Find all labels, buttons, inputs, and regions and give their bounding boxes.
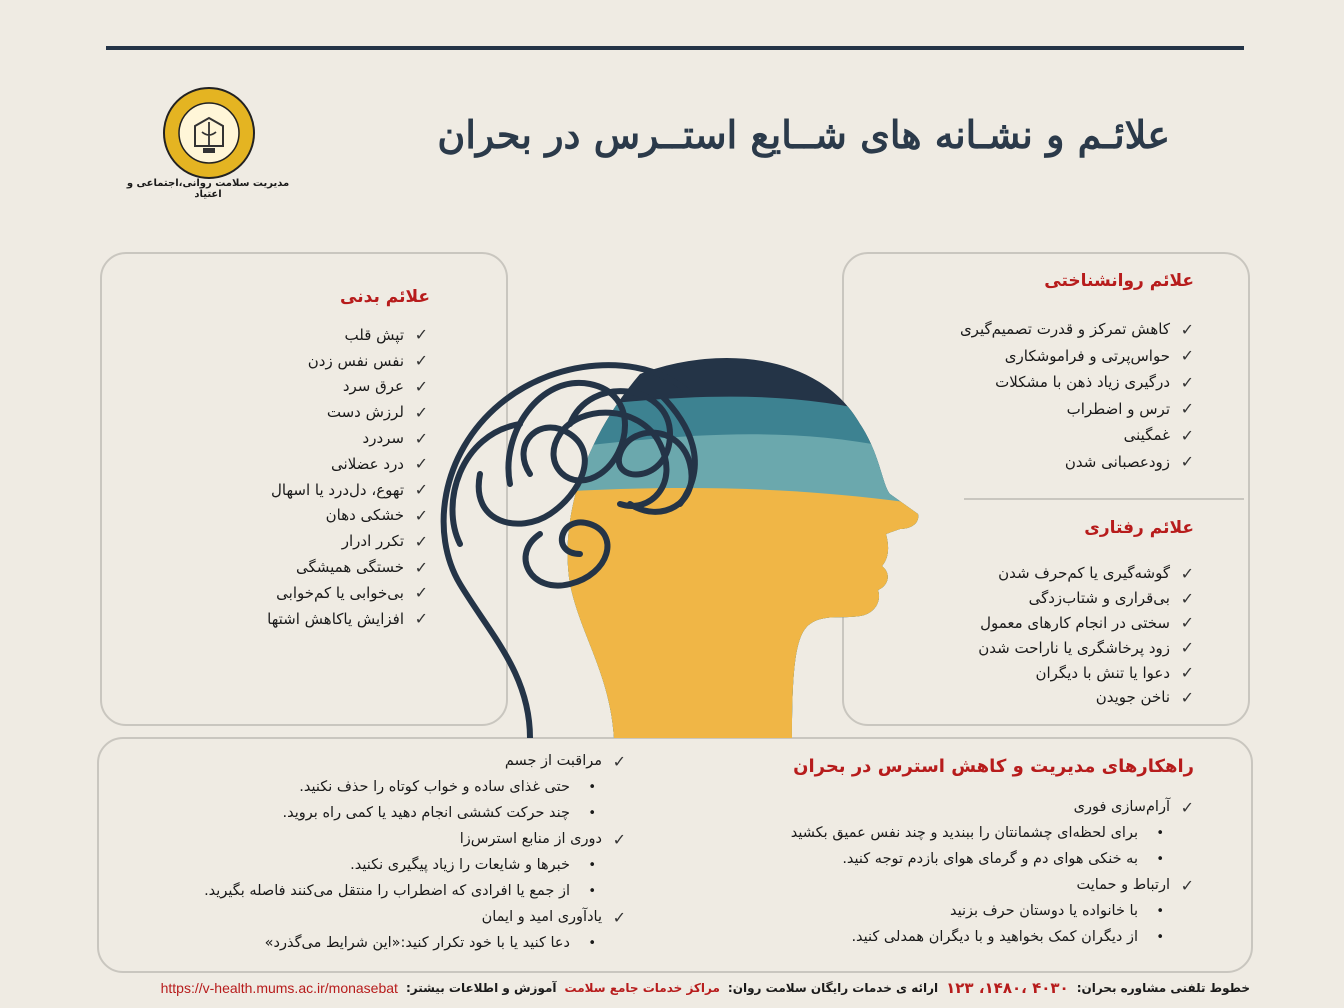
strategy-subitem-text: چند حرکت کششی انجام دهید یا کمی راه بروید. bbox=[282, 805, 570, 821]
strategy-label: یادآوری امید و ایمان bbox=[481, 909, 602, 925]
info-link[interactable]: https://v-health.mums.ac.ir/monasebat bbox=[160, 980, 398, 996]
list-item-text: کاهش تمرکز و قدرت تصمیم‌گیری bbox=[959, 320, 1170, 339]
list-item-text: درگیری زیاد ذهن با مشکلات bbox=[995, 373, 1170, 392]
list-item bbox=[200, 348, 428, 374]
list-item bbox=[200, 606, 428, 632]
strategy-item bbox=[700, 794, 1194, 820]
service-text: ارائه ی خدمات رایگان سلامت روان: bbox=[727, 981, 939, 995]
list-item-text: دعوا یا تنش با دیگران bbox=[1035, 663, 1170, 682]
check-icon: ✓ bbox=[414, 583, 428, 603]
list-item-text: افزایش یاکاهش اشتها bbox=[267, 609, 404, 628]
list-item bbox=[200, 322, 428, 348]
bullet-icon: • bbox=[1156, 929, 1164, 945]
hotline-label: خطوط تلفنی مشاوره بحران: bbox=[1076, 981, 1250, 995]
strategies-title: راهکارهای مدیریت و کاهش استرس در بحران bbox=[793, 756, 1194, 777]
list-item bbox=[900, 685, 1194, 710]
list-item bbox=[900, 635, 1194, 660]
list-item bbox=[900, 611, 1194, 636]
strategy-item bbox=[130, 904, 626, 930]
strategy-subitem-text: با خانواده یا دوستان حرف بزنید bbox=[949, 903, 1138, 919]
bullet-icon: • bbox=[588, 779, 596, 795]
bullet-icon: • bbox=[1156, 851, 1164, 867]
check-icon: ✓ bbox=[1180, 638, 1194, 658]
org-caption: مدیریت سلامت روانی،اجتماعی و اعتیاد bbox=[126, 178, 290, 200]
more-info-label: آموزش و اطلاعات بیشتر: bbox=[405, 981, 557, 995]
top-divider bbox=[106, 46, 1244, 50]
strategy-subitem bbox=[700, 846, 1194, 872]
list-item-text: خستگی همیشگی bbox=[295, 558, 404, 577]
list-item-text: لرزش دست bbox=[326, 403, 404, 422]
hotline-numbers: ۴۰۳۰ ،۱۴۸۰، ۱۲۳ bbox=[946, 979, 1069, 997]
list-item bbox=[200, 451, 428, 477]
check-icon: ✓ bbox=[1180, 399, 1194, 419]
list-item-text: تکرر ادرار bbox=[341, 532, 404, 551]
check-icon: ✓ bbox=[414, 480, 428, 500]
list-item-text: حواس‌پرتی و فراموشکاری bbox=[1004, 346, 1170, 365]
strategy-item bbox=[130, 748, 626, 774]
centers-text: مراکز خدمات جامع سلامت bbox=[564, 981, 720, 995]
list-item bbox=[880, 343, 1194, 370]
check-icon: ✓ bbox=[612, 829, 626, 849]
strategy-label: مراقبت از جسم bbox=[504, 753, 602, 769]
list-item-text: درد عضلانی bbox=[331, 454, 404, 473]
check-icon: ✓ bbox=[414, 531, 428, 551]
check-icon: ✓ bbox=[414, 454, 428, 474]
list-item bbox=[200, 554, 428, 580]
check-icon: ✓ bbox=[414, 325, 428, 345]
check-icon: ✓ bbox=[414, 402, 428, 422]
check-icon: ✓ bbox=[414, 557, 428, 577]
strategy-label: دوری از منابع استرس‌زا bbox=[459, 831, 602, 847]
list-item-text: زودعصبانی شدن bbox=[1064, 452, 1170, 471]
footer bbox=[100, 976, 1250, 1000]
university-logo bbox=[162, 86, 256, 180]
list-item-text: تهوع، دل‌درد یا اسهال bbox=[271, 480, 404, 499]
strategies-left bbox=[130, 748, 626, 956]
list-item bbox=[200, 528, 428, 554]
list-item bbox=[200, 503, 428, 529]
list-item-text: گوشه‌گیری یا کم‌حرف شدن bbox=[998, 564, 1170, 583]
stressed-head-illustration bbox=[420, 334, 920, 738]
list-item bbox=[880, 396, 1194, 423]
strategy-subitem bbox=[700, 924, 1194, 950]
check-icon: ✓ bbox=[414, 351, 428, 371]
strategy-label: آرام‌سازی فوری bbox=[1073, 799, 1170, 815]
list-item-text: تپش قلب bbox=[344, 325, 404, 344]
bullet-icon: • bbox=[588, 805, 596, 821]
check-icon: ✓ bbox=[414, 609, 428, 629]
strategy-subitem bbox=[130, 878, 626, 904]
strategy-subitem-text: خبرها و شایعات را زیاد پیگیری نکنید. bbox=[350, 857, 570, 873]
bullet-icon: • bbox=[588, 857, 596, 873]
list-item bbox=[880, 316, 1194, 343]
behavior-title: علائم رفتاری bbox=[1084, 518, 1194, 538]
check-icon: ✓ bbox=[1180, 346, 1194, 366]
check-icon: ✓ bbox=[1180, 372, 1194, 392]
list-item-text: عرق سرد bbox=[342, 377, 404, 396]
list-item-text: زود پرخاشگری یا ناراحت شدن bbox=[978, 638, 1170, 657]
strategy-subitem bbox=[130, 930, 626, 956]
list-item bbox=[900, 586, 1194, 611]
list-item bbox=[900, 561, 1194, 586]
list-item bbox=[200, 477, 428, 503]
list-item bbox=[900, 660, 1194, 685]
strategy-subitem-text: از دیگران کمک بخواهید و با دیگران همدلی کنید. bbox=[851, 929, 1138, 945]
check-icon: ✓ bbox=[612, 751, 626, 771]
strategy-subitem-text: برای لحظه‌ای چشمانتان را ببندید و چند نفس عمیق بکشید bbox=[790, 825, 1138, 841]
strategy-subitem bbox=[130, 800, 626, 826]
check-icon: ✓ bbox=[414, 376, 428, 396]
strategy-subitem-text: به خنکی هوای دم و گرمای هوای بازدم توجه کنید. bbox=[842, 851, 1138, 867]
check-icon: ✓ bbox=[1180, 319, 1194, 339]
check-icon: ✓ bbox=[1180, 452, 1194, 472]
list-item bbox=[880, 449, 1194, 476]
list-item bbox=[200, 399, 428, 425]
physical-list bbox=[200, 322, 428, 632]
check-icon: ✓ bbox=[1180, 425, 1194, 445]
list-item-text: سردرد bbox=[362, 429, 404, 448]
check-icon: ✓ bbox=[1180, 687, 1194, 707]
list-item-text: نفس نفس زدن bbox=[307, 351, 404, 370]
check-icon: ✓ bbox=[1180, 588, 1194, 608]
list-item-text: بی‌خوابی یا کم‌خوابی bbox=[276, 583, 404, 602]
list-item-text: سختی در انجام کارهای معمول bbox=[980, 613, 1170, 632]
bullet-icon: • bbox=[588, 883, 596, 899]
list-item-text: بی‌قراری و شتاب‌زدگی bbox=[1028, 589, 1170, 608]
bullet-icon: • bbox=[588, 935, 596, 951]
list-item-text: غمگینی bbox=[1123, 426, 1170, 445]
check-icon: ✓ bbox=[1180, 563, 1194, 583]
list-item bbox=[880, 422, 1194, 449]
list-item bbox=[200, 580, 428, 606]
check-icon: ✓ bbox=[612, 907, 626, 927]
list-item-text: ناخن جویدن bbox=[1095, 688, 1170, 707]
behavior-list bbox=[900, 561, 1194, 710]
check-icon: ✓ bbox=[1180, 613, 1194, 633]
strategy-item bbox=[700, 872, 1194, 898]
list-item bbox=[200, 374, 428, 400]
list-item-text: خشکی دهان bbox=[325, 506, 404, 525]
strategy-subitem-text: از جمع یا افرادی که اضطراب را منتقل می‌کنند فاصله بگیرید. bbox=[204, 883, 570, 899]
strategy-subitem bbox=[130, 852, 626, 878]
check-icon: ✓ bbox=[414, 428, 428, 448]
strategy-subitem bbox=[130, 774, 626, 800]
strategy-subitem-text: حتی غذای ساده و خواب کوتاه را حذف نکنید. bbox=[299, 779, 570, 795]
check-icon: ✓ bbox=[1180, 663, 1194, 683]
check-icon: ✓ bbox=[1180, 797, 1194, 817]
strategies-right bbox=[700, 794, 1194, 950]
list-item bbox=[880, 369, 1194, 396]
strategy-subitem bbox=[700, 898, 1194, 924]
strategy-subitem-text: دعا کنید یا با خود تکرار کنید:«این شرایط می‌گذرد» bbox=[264, 935, 570, 951]
bullet-icon: • bbox=[1156, 825, 1164, 841]
check-icon: ✓ bbox=[1180, 875, 1194, 895]
list-item bbox=[200, 425, 428, 451]
strategy-item bbox=[130, 826, 626, 852]
page-title: علائـم و نشـانه های شــایع استــرس در بحران bbox=[437, 112, 1170, 157]
psych-title: علائم روانشناختی bbox=[1044, 271, 1194, 291]
strategy-label: ارتباط و حمایت bbox=[1076, 877, 1170, 893]
list-item-text: ترس و اضطراب bbox=[1066, 399, 1170, 418]
physical-title: علائم بدنی bbox=[340, 287, 430, 307]
check-icon: ✓ bbox=[414, 505, 428, 525]
panel-divider bbox=[964, 498, 1244, 500]
strategy-subitem bbox=[700, 820, 1194, 846]
psych-list bbox=[880, 316, 1194, 475]
bullet-icon: • bbox=[1156, 903, 1164, 919]
